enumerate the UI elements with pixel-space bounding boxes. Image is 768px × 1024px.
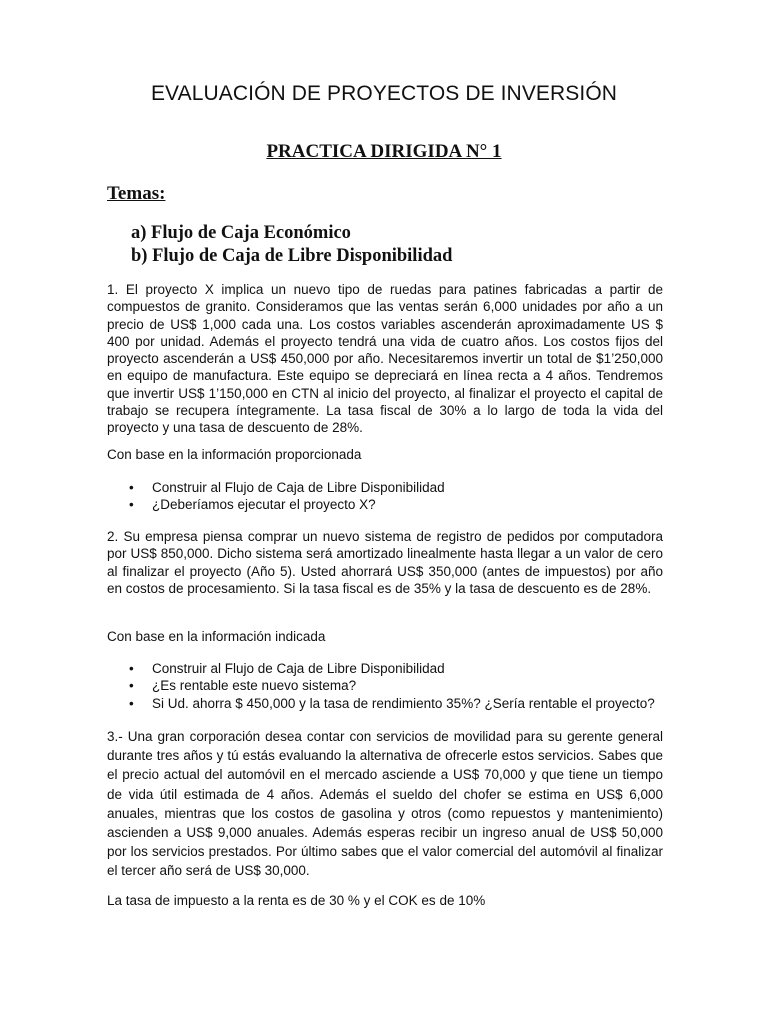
- bullet-icon: •: [129, 695, 134, 711]
- topic-item: b) Flujo de Caja de Libre Disponibilidad: [131, 246, 453, 266]
- problem-1-bullets: [107, 479, 445, 514]
- list-item: • Si Ud. ahorra $ 450,000 y la tasa de rendimiento 35%? ¿Sería rentable el proyecto?: [129, 695, 655, 711]
- problem-1-text: 1. El proyecto X implica un nuevo tipo de ruedas para patines fabricadas a partir de compuestos de granito. Consideramos que las ventas serán 6,000 unidades por año a un precio de US$ 1,000 cada una. Los costos variables ascenderán aproximadamente US $ 400 por unidad. Además el proyecto tendrá una vida de cuatro años. Los costos fijos del proyecto ascenderán a US$ 450,000 por año. Necesitaremos invertir un total de $1’250,000 en equipo de manufactura. Este equipo se depreciará en línea recta a 4 años. Tendremos que invertir US$ 1’150,000 en CTN al inicio del proyecto, al finalizar el proyecto el capital de trabajo se recupera íntegramente. La tasa fiscal de 30% a lo largo de toda la vida del proyecto y una tasa de descuento de 28%.: [107, 282, 663, 436]
- bullet-icon: •: [129, 661, 134, 676]
- topics-heading: Temas:: [107, 183, 166, 204]
- document-subtitle: PRACTICA DIRIGIDA N° 1: [266, 141, 502, 162]
- list-item: • Construir al Flujo de Caja de Libre Disponibilidad: [129, 661, 445, 676]
- problem-2-basis: Con base en la información indicada: [107, 629, 326, 644]
- problem-3-tax-note: La tasa de impuesto a la renta es de 30 % y el COK es de 10%: [107, 893, 486, 908]
- list-item: • Construir al Flujo de Caja de Libre Disponibilidad: [129, 480, 445, 495]
- problem-2-bullets: [107, 660, 655, 712]
- topic-item: a) Flujo de Caja Económico: [131, 223, 351, 243]
- bullet-icon: •: [129, 480, 134, 495]
- problem-2-text: 2. Su empresa piensa comprar un nuevo sistema de registro de pedidos por computadora por US$ 850,000. Dicho sistema será amortizado linealmente hasta llegar a un valor de cero al finalizar el proyecto (Año 5). Usted ahorrará US$ 350,000 (antes de impuestos) por año en costos de procesamiento. Si la tasa fiscal es de 35% y la tasa de descuento es de 28%.: [107, 529, 663, 596]
- topics-list: [131, 222, 452, 268]
- problem-3-text: 3.- Una gran corporación desea contar con servicios de movilidad para su gerente general durante tres años y tú estás evaluando la alternativa de ofrecerle estos servicios. Sabes que el precio actual del automóvil en el mercado asciende a US$ 70,000 y que tiene un tiempo de vida útil estimada de 4 años. Además el sueldo del chofer se estima en US$ 6,000 anuales, mientras que los costos de gasolina y otros (como repuestos y mantenimiento) ascienden a US$ 9,000 anuales. Además esperas recibir un ingreso anual de US$ 50,000 por los servicios prestados. Por último sabes que el valor comercial del automóvil al finalizar el tercer año será de US$ 30,000.: [107, 729, 663, 879]
- document-title: EVALUACIÓN DE PROYECTOS DE INVERSIÓN: [150, 82, 618, 105]
- problem-1-basis: Con base en la información proporcionada: [107, 447, 362, 462]
- bullet-icon: •: [129, 497, 134, 513]
- list-item: • ¿Deberíamos ejecutar el proyecto X?: [129, 497, 376, 513]
- bullet-icon: •: [129, 678, 134, 694]
- list-item: • ¿Es rentable este nuevo sistema?: [129, 678, 357, 694]
